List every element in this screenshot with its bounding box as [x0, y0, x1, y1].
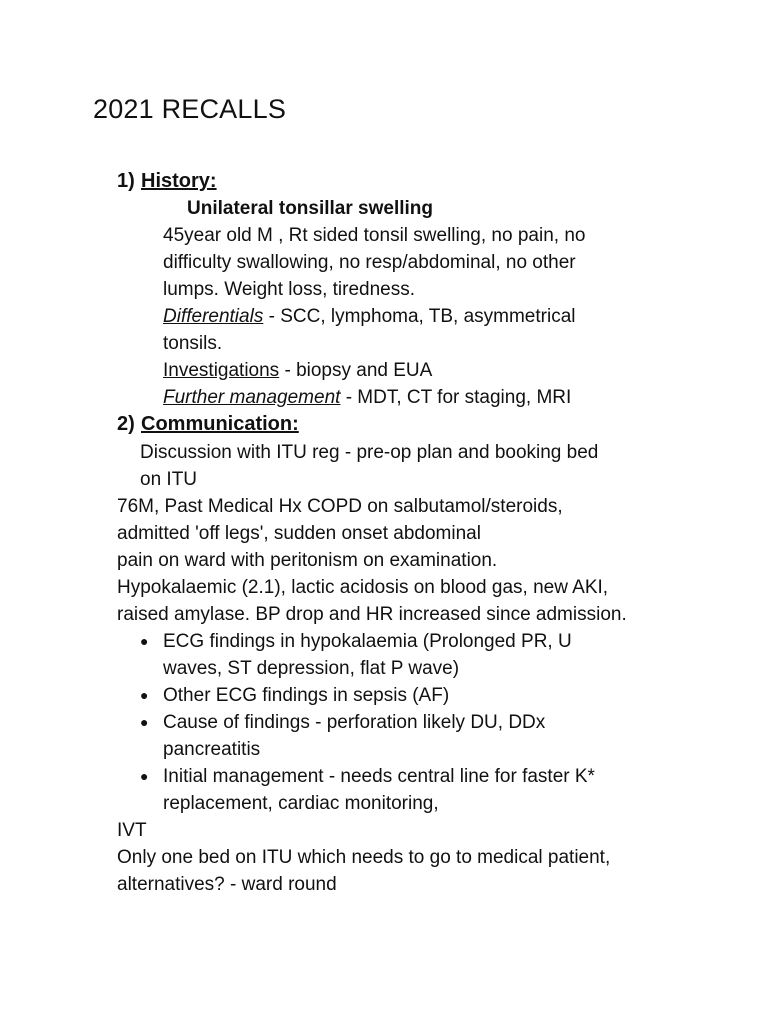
- bullet-icon: ●: [140, 633, 149, 649]
- investigations-line: [163, 357, 432, 384]
- bullet-item-line: replacement, cardiac monitoring,: [163, 793, 439, 814]
- case-line: pain on ward with peritonism on examination.: [117, 550, 498, 571]
- history-line: 45year old M , Rt sided tonsil swelling, no pain, no: [163, 225, 586, 246]
- bullet-item-line: ECG findings in hypokalaemia (Prolonged PR, U: [163, 631, 572, 652]
- bullet-item-line: Cause of findings - perforation likely DU, DDx: [163, 712, 546, 733]
- investigations-label: Investigations: [163, 360, 280, 381]
- tail-line: IVT: [117, 820, 147, 841]
- differentials-continuation: tonsils.: [163, 333, 223, 354]
- bullet-item-line: waves, ST depression, flat P wave): [163, 658, 460, 679]
- further-management-text: - MDT, CT for staging, MRI: [340, 387, 572, 408]
- further-management-line: [163, 384, 571, 411]
- case-line: Hypokalaemic (2.1), lactic acidosis on blood gas, new AKI,: [117, 577, 609, 598]
- differentials-line: [163, 303, 575, 330]
- communication-intro-line: on ITU: [140, 469, 198, 490]
- section-1-number: 1): [117, 170, 135, 192]
- section-1-title: History:: [141, 170, 217, 192]
- differentials-text: - SCC, lymphoma, TB, asymmetrical: [263, 306, 576, 327]
- document-title: 2021 RECALLS: [93, 94, 287, 124]
- further-management-label: Further management: [163, 387, 341, 408]
- bullet-item-line: Initial management - needs central line for faster K*: [163, 766, 595, 787]
- bullet-icon: ●: [140, 768, 149, 784]
- case-line: 76M, Past Medical Hx COPD on salbutamol/steroids,: [117, 496, 563, 517]
- bullet-icon: ●: [140, 714, 149, 730]
- investigations-text: - biopsy and EUA: [279, 360, 433, 381]
- differentials-label: Differentials: [163, 306, 264, 327]
- section-2-title: Communication:: [141, 413, 299, 435]
- section-1-heading: [117, 168, 217, 194]
- bullet-item-line: pancreatitis: [163, 739, 261, 760]
- section-2-heading: [117, 411, 299, 437]
- case-line: raised amylase. BP drop and HR increased since admission.: [117, 604, 627, 625]
- history-line: lumps. Weight loss, tiredness.: [163, 279, 416, 300]
- history-line: difficulty swallowing, no resp/abdominal, no other: [163, 252, 576, 273]
- tail-line: alternatives? - ward round: [117, 874, 337, 895]
- section-1-subheading: Unilateral tonsillar swelling: [187, 198, 434, 219]
- communication-intro-line: Discussion with ITU reg - pre-op plan and booking bed: [140, 442, 599, 463]
- bullet-icon: ●: [140, 687, 149, 703]
- section-2-number: 2): [117, 413, 135, 435]
- bullet-item-line: Other ECG findings in sepsis (AF): [163, 685, 450, 706]
- case-line: admitted 'off legs', sudden onset abdominal: [117, 523, 481, 544]
- tail-line: Only one bed on ITU which needs to go to medical patient,: [117, 847, 611, 868]
